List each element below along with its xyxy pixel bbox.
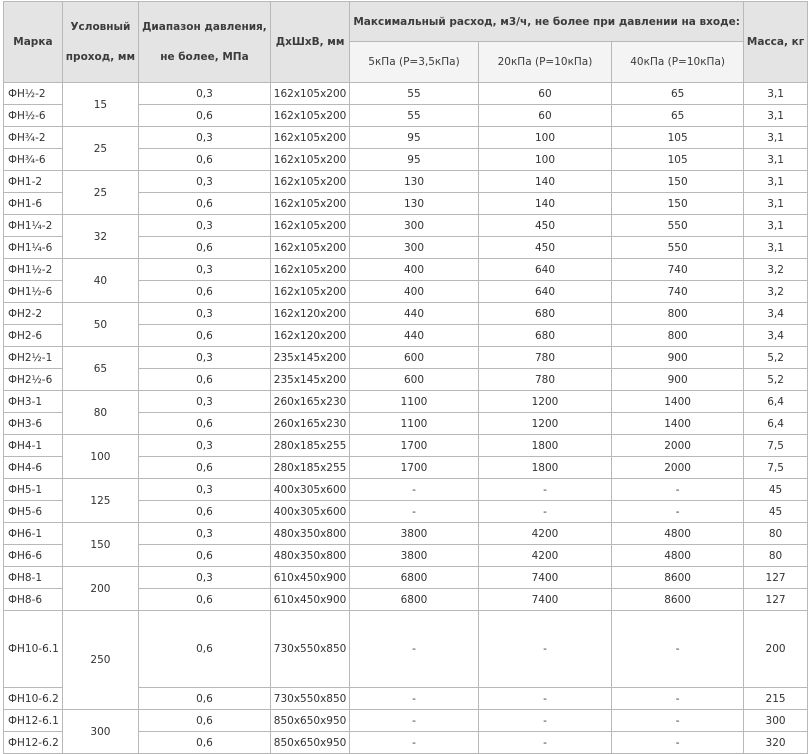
cell-mass: 3,1 (743, 127, 807, 149)
cell-f5: 440 (350, 325, 478, 347)
cell-mass: 3,2 (743, 259, 807, 281)
cell-f20: 680 (478, 325, 612, 347)
cell-f20: 1800 (478, 435, 612, 457)
cell-mark: ФН4-1 (4, 435, 63, 457)
cell-dims: 260x165x230 (270, 413, 350, 435)
cell-pressure: 0,6 (139, 611, 271, 688)
cell-f40: 4800 (612, 523, 744, 545)
cell-pressure: 0,3 (139, 171, 271, 193)
cell-dims: 850x650x950 (270, 710, 350, 732)
cell-f20: 7400 (478, 567, 612, 589)
cell-dims: 162x120x200 (270, 325, 350, 347)
cell-pressure: 0,6 (139, 457, 271, 479)
cell-dims: 730x550x850 (270, 611, 350, 688)
cell-f40: 740 (612, 259, 744, 281)
cell-f20: 100 (478, 127, 612, 149)
cell-dn: 80 (62, 391, 138, 435)
cell-dn: 25 (62, 171, 138, 215)
cell-mark: ФН1¼-6 (4, 237, 63, 259)
cell-dims: 162x105x200 (270, 259, 350, 281)
cell-f5: 55 (350, 83, 478, 105)
cell-f20: 140 (478, 193, 612, 215)
header-mass: Масса, кг (743, 2, 807, 83)
cell-mark: ФН1½-2 (4, 259, 63, 281)
cell-f5: 3800 (350, 523, 478, 545)
cell-mass: 5,2 (743, 369, 807, 391)
cell-mark: ФН8-6 (4, 589, 63, 611)
cell-dims: 610x450x900 (270, 567, 350, 589)
spec-table-container (3, 1, 808, 754)
cell-dims: 610x450x900 (270, 589, 350, 611)
cell-mass: 45 (743, 479, 807, 501)
table-row (4, 391, 808, 413)
cell-mass: 5,2 (743, 347, 807, 369)
cell-mark: ФН6-1 (4, 523, 63, 545)
cell-dims: 400x305x600 (270, 479, 350, 501)
cell-mark: ФН3-6 (4, 413, 63, 435)
cell-f40: 550 (612, 237, 744, 259)
cell-f5: 1100 (350, 413, 478, 435)
header-pressure (139, 2, 271, 83)
header-pressure-line2: не более, МПа (160, 51, 249, 63)
cell-dims: 162x105x200 (270, 193, 350, 215)
cell-f5: 400 (350, 281, 478, 303)
cell-f5: 300 (350, 215, 478, 237)
table-row (4, 83, 808, 105)
cell-mark: ФН1½-6 (4, 281, 63, 303)
cell-mark: ФН10-6.1 (4, 611, 63, 688)
cell-f40: 900 (612, 347, 744, 369)
header-dn-line1: Условный (70, 21, 131, 33)
cell-mark: ФН3-1 (4, 391, 63, 413)
cell-mass: 3,1 (743, 215, 807, 237)
cell-f20: 640 (478, 259, 612, 281)
cell-f20: 450 (478, 215, 612, 237)
cell-pressure: 0,3 (139, 479, 271, 501)
cell-pressure: 0,6 (139, 732, 271, 754)
cell-mass: 3,1 (743, 193, 807, 215)
table-row (4, 127, 808, 149)
cell-f5: - (350, 611, 478, 688)
header-flow-group: Максимальный расход, м3/ч, не более при давлении на входе: (350, 2, 744, 42)
cell-dn: 32 (62, 215, 138, 259)
cell-dims: 162x105x200 (270, 281, 350, 303)
cell-pressure: 0,6 (139, 688, 271, 710)
cell-pressure: 0,3 (139, 215, 271, 237)
cell-f5: 1100 (350, 391, 478, 413)
cell-pressure: 0,6 (139, 545, 271, 567)
table-row (4, 215, 808, 237)
cell-dims: 235x145x200 (270, 369, 350, 391)
cell-dims: 162x120x200 (270, 303, 350, 325)
cell-dims: 280x185x255 (270, 435, 350, 457)
cell-f5: 300 (350, 237, 478, 259)
cell-mark: ФН¾-6 (4, 149, 63, 171)
cell-f20: 1200 (478, 391, 612, 413)
header-mark: Марка (4, 2, 63, 83)
cell-mass: 3,1 (743, 149, 807, 171)
header-flow-20kpa: 20кПа (P=10кПа) (478, 42, 612, 83)
cell-pressure: 0,6 (139, 281, 271, 303)
cell-pressure: 0,3 (139, 523, 271, 545)
cell-dn: 300 (62, 710, 138, 754)
cell-mass: 3,4 (743, 303, 807, 325)
cell-dims: 162x105x200 (270, 237, 350, 259)
cell-dn: 250 (62, 611, 138, 710)
cell-f40: 8600 (612, 567, 744, 589)
cell-f40: 740 (612, 281, 744, 303)
cell-f40: 8600 (612, 589, 744, 611)
cell-f40: 65 (612, 105, 744, 127)
cell-dn: 200 (62, 567, 138, 611)
cell-f20: 60 (478, 105, 612, 127)
cell-mark: ФН¾-2 (4, 127, 63, 149)
cell-dims: 162x105x200 (270, 105, 350, 127)
cell-dims: 280x185x255 (270, 457, 350, 479)
cell-f20: 780 (478, 369, 612, 391)
cell-mark: ФН6-6 (4, 545, 63, 567)
cell-f5: 55 (350, 105, 478, 127)
cell-f20: 140 (478, 171, 612, 193)
cell-f20: 680 (478, 303, 612, 325)
cell-f40: 550 (612, 215, 744, 237)
cell-mark: ФН1-2 (4, 171, 63, 193)
cell-dims: 162x105x200 (270, 83, 350, 105)
cell-dn: 100 (62, 435, 138, 479)
cell-mass: 80 (743, 545, 807, 567)
cell-mass: 6,4 (743, 391, 807, 413)
cell-pressure: 0,3 (139, 127, 271, 149)
header-dims: ДхШхВ, мм (270, 2, 350, 83)
cell-pressure: 0,6 (139, 413, 271, 435)
cell-pressure: 0,3 (139, 347, 271, 369)
cell-f20: - (478, 710, 612, 732)
header-flow-5kpa: 5кПа (P=3,5кПа) (350, 42, 478, 83)
header-pressure-line1: Диапазон давления, (142, 21, 267, 33)
cell-dn: 50 (62, 303, 138, 347)
cell-f5: 600 (350, 347, 478, 369)
cell-f5: 3800 (350, 545, 478, 567)
cell-mass: 320 (743, 732, 807, 754)
cell-mark: ФН2½-6 (4, 369, 63, 391)
cell-f5: - (350, 710, 478, 732)
cell-f5: - (350, 501, 478, 523)
cell-dn: 40 (62, 259, 138, 303)
cell-pressure: 0,3 (139, 567, 271, 589)
cell-f20: - (478, 688, 612, 710)
cell-f40: 2000 (612, 457, 744, 479)
header-dn (62, 2, 138, 83)
header-dn-line2: проход, мм (65, 51, 136, 63)
cell-f40: 105 (612, 127, 744, 149)
cell-mark: ФН2-2 (4, 303, 63, 325)
cell-mark: ФН12-6.1 (4, 710, 63, 732)
cell-f5: 1700 (350, 457, 478, 479)
cell-dims: 162x105x200 (270, 127, 350, 149)
cell-dims: 730x550x850 (270, 688, 350, 710)
cell-dims: 400x305x600 (270, 501, 350, 523)
cell-mark: ФН2-6 (4, 325, 63, 347)
cell-dn: 125 (62, 479, 138, 523)
cell-dims: 480x350x800 (270, 545, 350, 567)
cell-pressure: 0,6 (139, 589, 271, 611)
cell-f5: - (350, 688, 478, 710)
cell-f40: 800 (612, 325, 744, 347)
cell-pressure: 0,3 (139, 303, 271, 325)
cell-mass: 3,1 (743, 83, 807, 105)
cell-mark: ФН5-6 (4, 501, 63, 523)
cell-mass: 3,2 (743, 281, 807, 303)
cell-mark: ФН1¼-2 (4, 215, 63, 237)
cell-f40: - (612, 688, 744, 710)
cell-f40: - (612, 501, 744, 523)
cell-f5: - (350, 479, 478, 501)
cell-f40: - (612, 710, 744, 732)
cell-f5: 400 (350, 259, 478, 281)
cell-mass: 45 (743, 501, 807, 523)
cell-pressure: 0,6 (139, 501, 271, 523)
cell-mark: ФН12-6.2 (4, 732, 63, 754)
cell-f20: 100 (478, 149, 612, 171)
spec-table (3, 1, 808, 754)
cell-f20: 1800 (478, 457, 612, 479)
cell-dn: 15 (62, 83, 138, 127)
cell-f5: 95 (350, 127, 478, 149)
cell-dims: 260x165x230 (270, 391, 350, 413)
cell-f20: 640 (478, 281, 612, 303)
cell-f20: - (478, 479, 612, 501)
cell-f40: 1400 (612, 413, 744, 435)
cell-pressure: 0,3 (139, 391, 271, 413)
cell-f40: 150 (612, 171, 744, 193)
cell-mass: 3,4 (743, 325, 807, 347)
table-row (4, 479, 808, 501)
cell-dn: 65 (62, 347, 138, 391)
cell-mark: ФН4-6 (4, 457, 63, 479)
cell-mark: ФН½-2 (4, 83, 63, 105)
cell-mark: ФН½-6 (4, 105, 63, 127)
table-header (4, 2, 808, 83)
cell-dn: 25 (62, 127, 138, 171)
cell-dn: 150 (62, 523, 138, 567)
cell-f40: 150 (612, 193, 744, 215)
cell-f20: 780 (478, 347, 612, 369)
table-row (4, 171, 808, 193)
cell-mark: ФН10-6.2 (4, 688, 63, 710)
cell-pressure: 0,6 (139, 325, 271, 347)
cell-dims: 480x350x800 (270, 523, 350, 545)
cell-f40: 65 (612, 83, 744, 105)
cell-mass: 7,5 (743, 435, 807, 457)
table-row (4, 523, 808, 545)
cell-f5: 600 (350, 369, 478, 391)
cell-f20: - (478, 611, 612, 688)
cell-mass: 3,1 (743, 105, 807, 127)
cell-mark: ФН8-1 (4, 567, 63, 589)
cell-pressure: 0,6 (139, 369, 271, 391)
cell-f20: 60 (478, 83, 612, 105)
cell-pressure: 0,3 (139, 259, 271, 281)
cell-mark: ФН1-6 (4, 193, 63, 215)
header-flow-40kpa: 40кПа (P=10кПа) (612, 42, 744, 83)
table-row (4, 611, 808, 688)
cell-dims: 850x650x950 (270, 732, 350, 754)
cell-f40: 900 (612, 369, 744, 391)
cell-pressure: 0,3 (139, 435, 271, 457)
cell-f5: 440 (350, 303, 478, 325)
cell-mass: 3,1 (743, 171, 807, 193)
cell-pressure: 0,6 (139, 149, 271, 171)
cell-pressure: 0,6 (139, 710, 271, 732)
cell-pressure: 0,6 (139, 105, 271, 127)
cell-f5: 130 (350, 193, 478, 215)
cell-pressure: 0,3 (139, 83, 271, 105)
cell-f40: - (612, 732, 744, 754)
cell-f40: - (612, 611, 744, 688)
cell-f20: 450 (478, 237, 612, 259)
cell-dims: 162x105x200 (270, 171, 350, 193)
table-row (4, 259, 808, 281)
cell-f5: 95 (350, 149, 478, 171)
cell-f40: 105 (612, 149, 744, 171)
cell-mark: ФН5-1 (4, 479, 63, 501)
cell-dims: 162x105x200 (270, 149, 350, 171)
table-body (4, 83, 808, 754)
cell-f40: 2000 (612, 435, 744, 457)
cell-f40: 1400 (612, 391, 744, 413)
cell-f20: - (478, 732, 612, 754)
cell-f20: 1200 (478, 413, 612, 435)
cell-mass: 7,5 (743, 457, 807, 479)
cell-f20: 4200 (478, 523, 612, 545)
table-row (4, 435, 808, 457)
cell-mass: 80 (743, 523, 807, 545)
cell-f20: 4200 (478, 545, 612, 567)
cell-f40: 800 (612, 303, 744, 325)
cell-f20: 7400 (478, 589, 612, 611)
cell-dims: 162x105x200 (270, 215, 350, 237)
cell-mass: 215 (743, 688, 807, 710)
table-row (4, 347, 808, 369)
cell-pressure: 0,6 (139, 237, 271, 259)
cell-mass: 127 (743, 567, 807, 589)
table-row (4, 567, 808, 589)
cell-dims: 235x145x200 (270, 347, 350, 369)
cell-f5: 6800 (350, 567, 478, 589)
cell-mass: 6,4 (743, 413, 807, 435)
cell-f40: 4800 (612, 545, 744, 567)
cell-pressure: 0,6 (139, 193, 271, 215)
cell-f5: 1700 (350, 435, 478, 457)
cell-f5: - (350, 732, 478, 754)
table-row (4, 303, 808, 325)
cell-mass: 127 (743, 589, 807, 611)
cell-f5: 130 (350, 171, 478, 193)
cell-f5: 6800 (350, 589, 478, 611)
cell-mass: 300 (743, 710, 807, 732)
cell-f40: - (612, 479, 744, 501)
table-row (4, 710, 808, 732)
cell-mark: ФН2½-1 (4, 347, 63, 369)
cell-mass: 3,1 (743, 237, 807, 259)
cell-mass: 200 (743, 611, 807, 688)
cell-f20: - (478, 501, 612, 523)
